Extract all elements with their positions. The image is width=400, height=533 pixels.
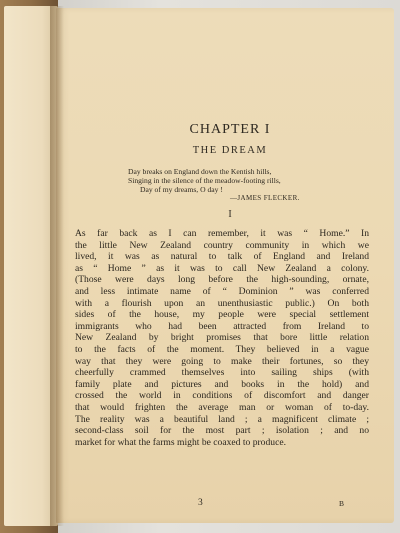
body-line: that would frighten the average man or woman of to-day. [75,401,369,413]
epigraph-line: Singing in the silence of the meadow-footing rills, [128,176,281,185]
body-line: second-class soil for the most part ; isolation ; and no [75,425,369,437]
body-line: As far back as I can remember, it was “ Home.” In [75,228,369,239]
body-paragraph [75,228,369,448]
body-line: cheerfully crammed themselves into sailing ships (with [75,367,369,379]
body-line: market for what the farms might be coaxed to produce. [75,436,286,448]
body-line: the little New Zealand country community in which we [75,239,369,251]
epigraph [128,167,328,203]
chapter-subtitle: THE DREAM [192,145,268,156]
body-line: (Those were days long before the high-sounding, ornate, [75,274,369,286]
body-line: The reality was a beautiful land ; a magnificent climate ; [75,413,369,425]
epigraph-attribution: —JAMES FLECKER. [230,194,300,202]
body-line: sides of the house, my people were special settlement [75,309,369,321]
signature-mark: B [339,499,345,508]
body-line: immigrants who had been attracted from Ireland to [75,320,369,332]
epigraph-line: Day breaks on England down the Kentish hills, [128,167,272,176]
body-line: New Zealand by bright promises that bore little relation [75,332,369,344]
chapter-title: CHAPTER I [189,122,271,137]
body-line: to the facts of the moment. They believed in a vague [75,343,369,355]
page-number: 3 [198,498,203,508]
body-line: way that they were going to make their fortunes, so they [75,355,369,367]
body-line: crossed the world in conditions of discomfort and danger [75,390,369,402]
epigraph-line: Day of my dreams, O day ! [140,185,223,194]
section-number: I [228,209,232,220]
page-gutter-shadow [50,6,64,526]
body-line: family plate and pictures and books in the hold) and [75,378,369,390]
body-line: and less intimate name of “ Dominion ” was conferred [75,285,369,297]
body-line: lived, it was as natural to talk of England and Ireland [75,251,369,263]
body-line: as “ Home ” as it was to call New Zealand a colony. [75,262,369,274]
body-line: with a flourish upon an unenthusiastic public.) On both [75,297,369,309]
